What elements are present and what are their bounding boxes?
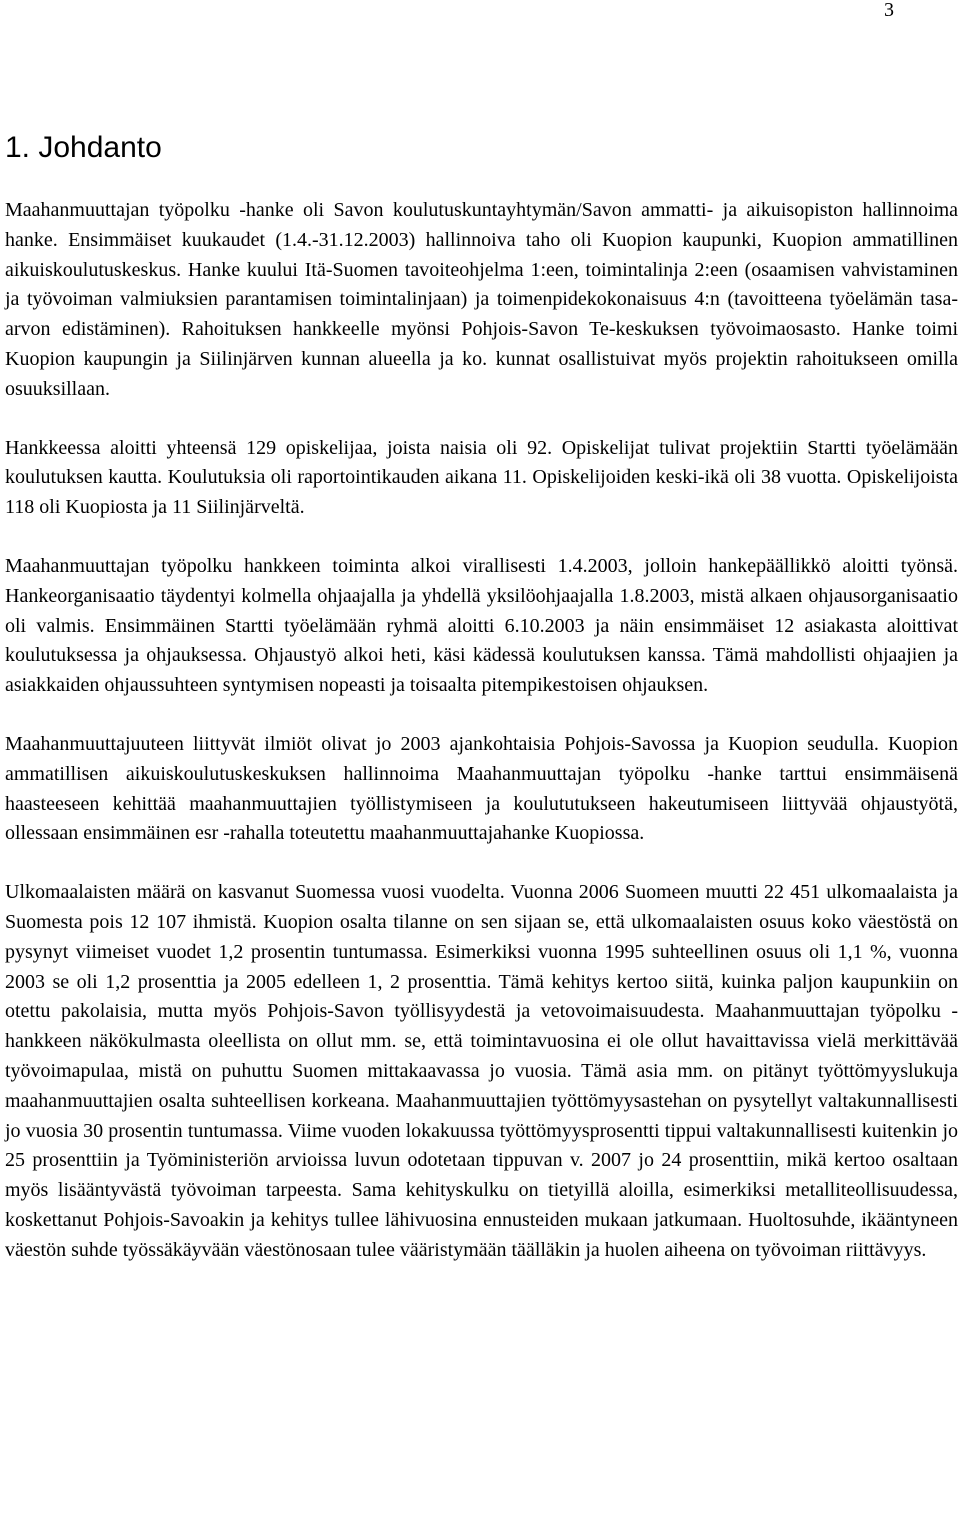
paragraph-participants: Hankkeessa aloitti yhteensä 129 opiskelijaa, joista naisia oli 92. Opiskelijat tulivat projektiin Startti työelämään koulutuksen kautta. Koulutuksia oli raportointikauden aikana 11. Opiskelijoiden keski-ikä oli 38 vuotta. Opiskelijoista 118 oli Kuopiosta ja 11 Siilinjärveltä. — [5, 436, 958, 519]
body-text — [5, 196, 958, 1295]
page-number: 3 — [884, 0, 894, 21]
paragraph-foreigner-statistics: Ulkomaalaisten määrä on kasvanut Suomessa vuosi vuodelta. Vuonna 2006 Suomeen muutti 22 451 ulkomaalaista ja Suomesta pois 12 107 ihmistä. Kuopion osalta tilanne on sen sijaan se, että ulkomaalaisten osuus koko väestöstä on pysynyt viimeiset vuodet 1,2 prosentin tuntumassa. Esimerkiksi vuonna 1995 suhteellinen osuus oli 1,1 %, vuonna 2003 se oli 1,2 prosenttia ja 2005 edelleen 1, 2 prosenttia. Tämä kehitys kertoo siitä, kuinka paljon kaupunkiin on otettu pakolaisia, mutta myös Pohjois-Savon työllisyydestä ja vetovoimaisuudesta. Maahanmuuttajan työpolku -hankkeen näkökulmasta oleellista on ollut mm. se, että toimintavuosina ei ole ollut havaittavissa vielä merkittävää työvoimapulaa, mistä on puhuttu Suomen mittakaavassa jo vuosia. Tämä asia mm. on pitänyt työttömyyslukuja maahanmuuttajien osalta suhteellisen korkeana. Maahanmuuttajien työttömyysastehan on pysytellyt valtakunnallisesti jo vuosia 30 prosentin tuntumassa. Viime vuoden lokakuussa työttömyysprosentti tippui valtakunnallisesti kuitenkin jo 25 prosenttiin ja Työministeriön arvioissa luvun odotetaan tippuvan v. 2007 jo 24 prosenttiin, mikä kertoo osaltaan myös lisääntyvästä työvoiman tarpeesta. Sama kehityskulku on tietyillä aloilla, esimerkiksi metalliteollisuudessa, koskettanut Pohjois-Savoakin ja kehitys tullee lähivuosina ennusteiden mukaan jatkumaan. Huoltosuhde, ikääntyneen väestön suhde työssäkäyvään väestönosaan tulee vääristymään täälläkin ja huolen aiheena on työvoiman riittävyys. — [5, 881, 958, 1261]
paragraph-project-background: Maahanmuuttajan työpolku -hanke oli Savon koulutuskuntayhtymän/Savon ammatti- ja aikuisopiston hallinnoima hanke. Ensimmäiset kuukaudet (1.4.-31.12.2003) hallinnoiva taho oli Kuopion kaupunki, Kuopion ammatillinen aikuiskoulutuskeskus. Hanke kuului Itä-Suomen tavoiteohjelma 1:een, toimintalinja 2:een (osaamisen vahvistaminen ja työvoiman valmiuksien parantamisen toimintalinjaan) ja toimenpidekokonaisuus 4:n (tavoitteena työelämän tasa-arvon edistäminen). Rahoituksen hankkeelle myönsi Pohjois-Savon Te-keskuksen työvoimaosasto. Hanke toimi Kuopion kaupungin ja Siilinjärven kunnan alueella ja ko. kunnat osallistuivat myös projektin rahoitukseen omilla osuuksillaan. — [5, 199, 958, 400]
paragraph-project-start: Maahanmuuttajan työpolku hankkeen toiminta alkoi virallisesti 1.4.2003, jolloin hankepäällikkö aloitti työnsä. Hankeorganisaatio täydentyi kolmella ohjaajalla ja yhdellä yksilöohjaajalla 1.8.2003, mistä alkaen ohjausorganisaatio oli valmis. Ensimmäinen Startti työelämään ryhmä aloitti 6.10.2003 ja näin ensimmäiset 12 asiakasta aloittivat koulutuksessa ja ohjauksessa. Ohjaustyö alkoi heti, käsi kädessä koulutuksen kanssa. Tämä mahdollisti ohjaajien ja asiakkaiden ohjaussuhteen syntymisen nopeasti ja toisaalta pitempikestoisen ohjauksen. — [5, 554, 958, 697]
section-heading: 1. Johdanto — [5, 131, 162, 164]
paragraph-immigration-topics: Maahanmuuttajuuteen liittyvät ilmiöt olivat jo 2003 ajankohtaisia Pohjois-Savossa ja Kuopion seudulla. Kuopion ammatillisen aikuiskoulutuskeskuksen hallinnoima Maahanmuuttajan työpolku -hanke tarttui ensimmäisenä haasteeseen kehittää maahanmuuttajien työllistymiseen ja koulututukseen hakeutumiseen liittyvää ohjaustyötä, ollessaan ensimmäinen esr -rahalla toteutettu maahanmuuttajahanke Kuopiossa. — [5, 732, 958, 845]
